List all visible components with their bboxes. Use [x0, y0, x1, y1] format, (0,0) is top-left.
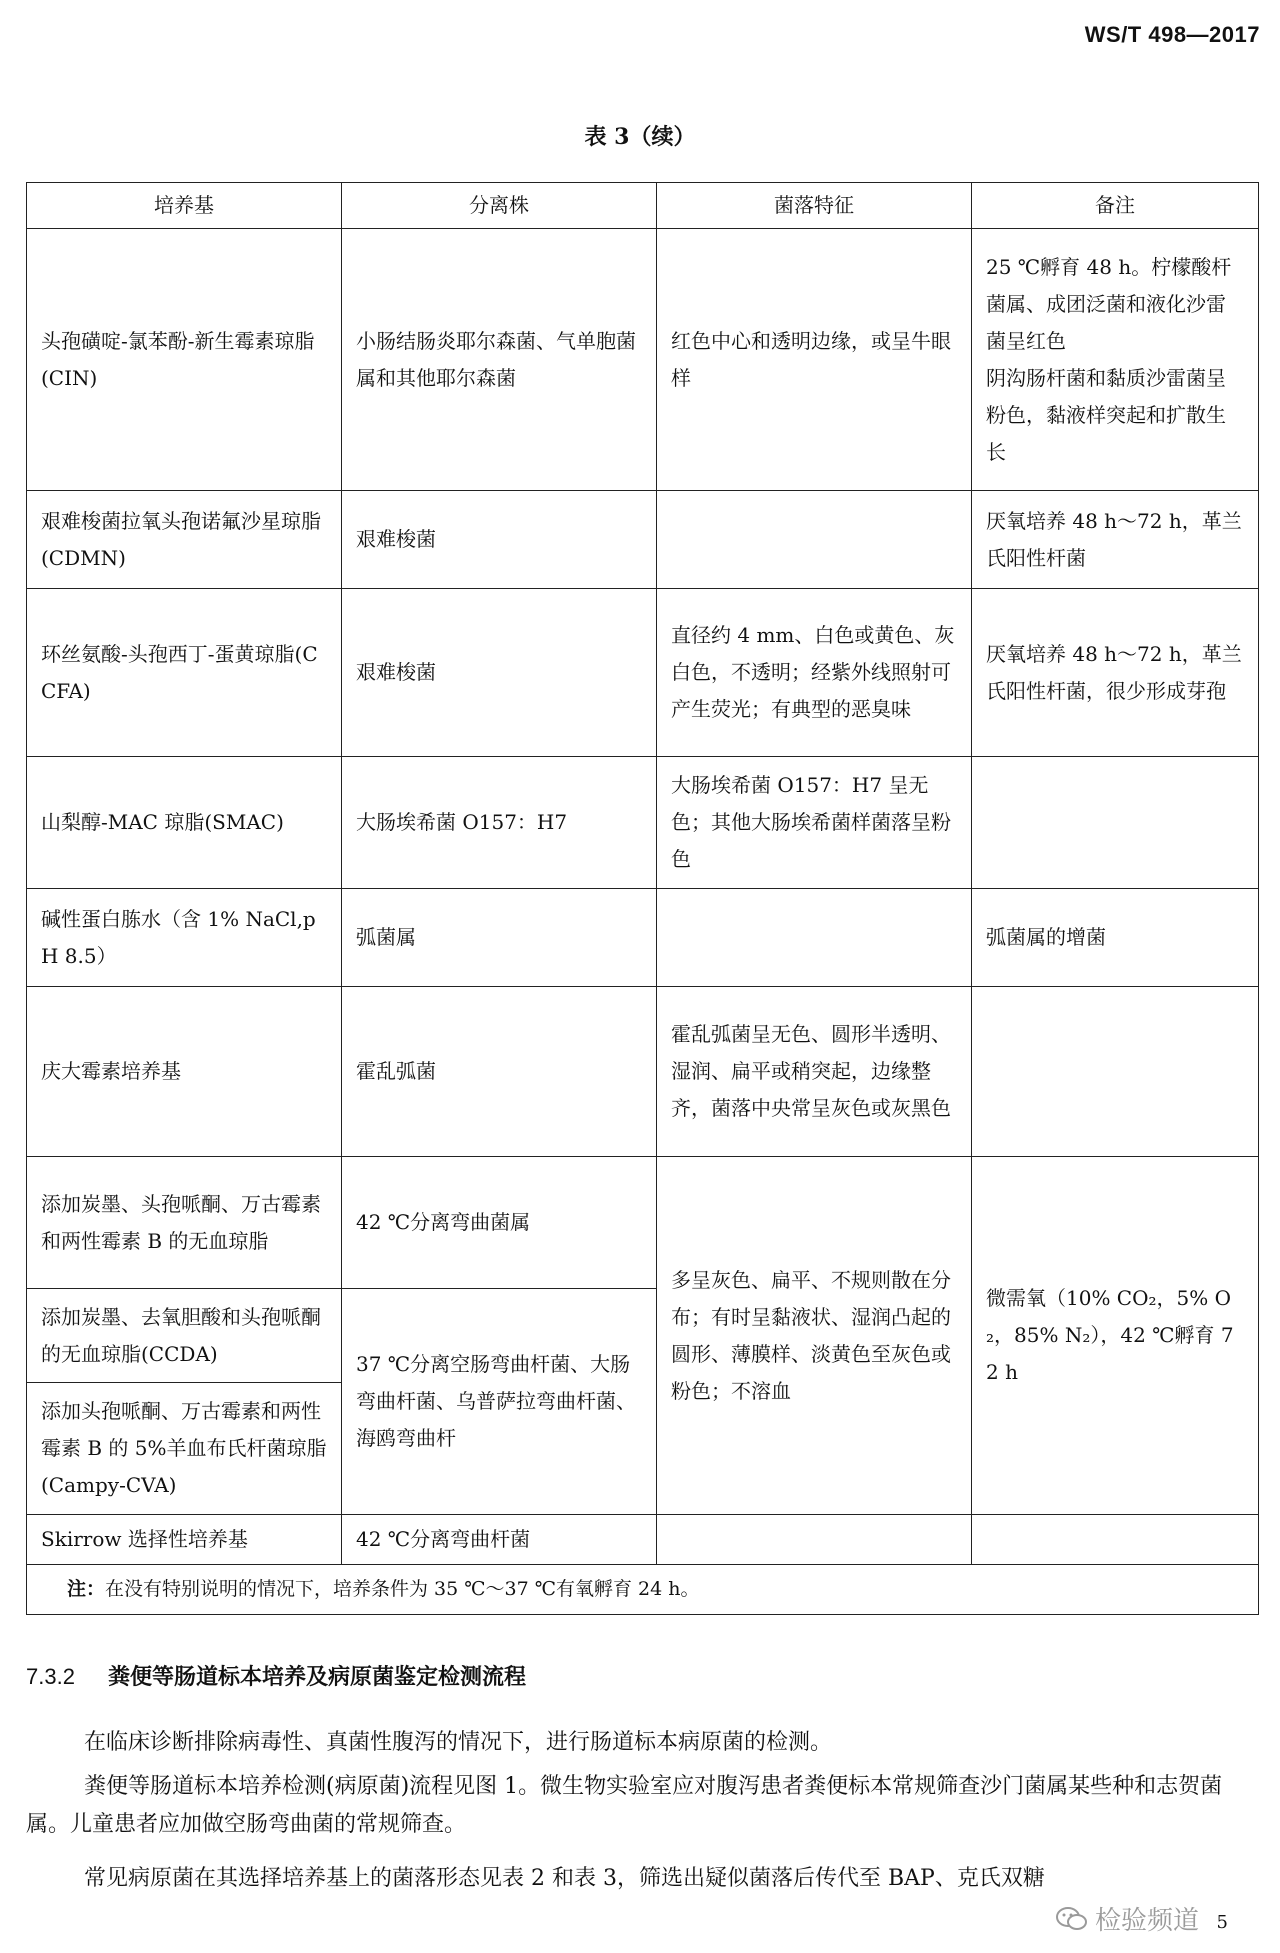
table-row: [27, 229, 1259, 491]
watermark: [1055, 1900, 1199, 1937]
cell-colony-merged: 多呈灰色、扁平、不规则散在分布；有时呈黏液状、湿润凸起的圆形、薄膜样、淡黄色至灰色或粉色；不溶血: [657, 1157, 972, 1515]
page-number: 5: [1216, 1912, 1228, 1933]
cell-medium: 环丝氨酸-头孢西丁-蛋黄琼脂(CCFA): [27, 589, 342, 757]
table-row: [27, 1157, 1259, 1289]
cell-remark: 弧菌属的增菌: [972, 889, 1259, 987]
paragraph: 常见病原菌在其选择培养基上的菌落形态见表 2 和表 3，筛选出疑似菌落后传代至 BAP、克氏双糖: [84, 1866, 1045, 1891]
cell-medium: 添加炭墨、头孢哌酮、万古霉素和两性霉素 B 的无血琼脂: [27, 1157, 342, 1289]
section-title: 粪便等肠道标本培养及病原菌鉴定检测流程: [108, 1664, 527, 1689]
standard-code: WS/T 498—2017: [1084, 22, 1260, 47]
cell-medium: 头孢磺啶-氯苯酚-新生霉素琼脂(CIN): [27, 229, 342, 491]
table-row: [27, 1515, 1259, 1565]
cell-remark: [972, 987, 1259, 1157]
cell-isolate: 大肠埃希菌 O157：H7: [342, 757, 657, 889]
cell-isolate: 艰难梭菌: [342, 491, 657, 589]
paragraph: 在临床诊断排除病毒性、真菌性腹泻的情况下，进行肠道标本病原菌的检测。: [84, 1730, 833, 1755]
table-header-row: [27, 183, 1259, 229]
culture-media-table: [26, 182, 1259, 1615]
paragraph: 粪便等肠道标本培养检测(病原菌)流程见图 1。微生物实验室应对腹泻患者粪便标本常规筛查沙门菌属某些种和志贺菌属。儿童患者应加做空肠弯曲菌的常规筛查。: [26, 1774, 1223, 1837]
section-heading: [26, 1660, 526, 1691]
cell-medium: 庆大霉素培养基: [27, 987, 342, 1157]
remark-line: 25 ℃孵育 48 h。柠檬酸杆菌属、成团泛菌和液化沙雷菌呈红色: [986, 254, 1232, 353]
cell-colony: 红色中心和透明边缘，或呈牛眼样: [657, 229, 972, 491]
table-note: [27, 1565, 1259, 1615]
table-row: [27, 757, 1259, 889]
cell-isolate: 小肠结肠炎耶尔森菌、气单胞菌属和其他耶尔森菌: [342, 229, 657, 491]
cell-medium: 添加炭墨、去氧胆酸和头孢哌酮的无血琼脂(CCDA): [27, 1289, 342, 1383]
table-row: [27, 889, 1259, 987]
cell-isolate: 弧菌属: [342, 889, 657, 987]
cell-colony: 霍乱弧菌呈无色、圆形半透明、湿润、扁平或稍突起，边缘整齐，菌落中央常呈灰色或灰黑色: [657, 987, 972, 1157]
cell-remark: 厌氧培养 48 h～72 h，革兰氏阳性杆菌: [972, 491, 1259, 589]
cell-medium: 艰难梭菌拉氧头孢诺氟沙星琼脂(CDMN): [27, 491, 342, 589]
cell-isolate: 42 ℃分离弯曲杆菌: [342, 1515, 657, 1565]
cell-isolate: 艰难梭菌: [342, 589, 657, 757]
table-row: [27, 589, 1259, 757]
cell-isolate-merged: 37 ℃分离空肠弯曲杆菌、大肠弯曲杆菌、乌普萨拉弯曲杆菌、海鸥弯曲杆: [342, 1289, 657, 1515]
cell-colony: [657, 491, 972, 589]
cell-remark: [972, 229, 1259, 491]
table-row: [27, 987, 1259, 1157]
section-number: 7.3.2: [26, 1664, 75, 1689]
cell-medium: 添加头孢哌酮、万古霉素和两性霉素 B 的 5%羊血布氏杆菌琼脂(Campy-CVA): [27, 1383, 342, 1515]
note-label: 注：: [67, 1578, 106, 1600]
cell-isolate: 霍乱弧菌: [342, 987, 657, 1157]
cell-medium: 碱性蛋白胨水（含 1% NaCl,pH 8.5）: [27, 889, 342, 987]
cell-medium: Skirrow 选择性培养基: [27, 1515, 342, 1565]
cell-colony: 直径约 4 mm、白色或黄色、灰白色，不透明；经紫外线照射可产生荧光；有典型的恶臭味: [657, 589, 972, 757]
watermark-text: 检验频道: [1095, 1906, 1200, 1936]
table-note-row: [27, 1565, 1259, 1615]
cell-remark: 厌氧培养 48 h～72 h，革兰氏阳性杆菌，很少形成芽孢: [972, 589, 1259, 757]
wechat-icon: [1055, 1906, 1089, 1932]
note-text: 在没有特别说明的情况下，培养条件为 35 ℃～37 ℃有氧孵育 24 h。: [105, 1578, 700, 1600]
cell-colony: 大肠埃希菌 O157：H7 呈无色；其他大肠埃希菌样菌落呈粉色: [657, 757, 972, 889]
column-header-remark: 备注: [972, 183, 1259, 229]
table-title: 表 3（续）: [584, 124, 696, 150]
remark-line: 阴沟肠杆菌和黏质沙雷菌呈粉色，黏液样突起和扩散生长: [986, 365, 1226, 464]
column-header-medium: 培养基: [27, 183, 342, 229]
table-row: [27, 491, 1259, 589]
cell-remark-merged: 微需氧（10% CO₂，5% O₂，85% N₂），42 ℃孵育 72 h: [972, 1157, 1259, 1515]
column-header-isolate: 分离株: [342, 183, 657, 229]
cell-colony: [657, 1515, 972, 1565]
cell-remark: [972, 757, 1259, 889]
cell-isolate: 42 ℃分离弯曲菌属: [342, 1157, 657, 1289]
column-header-colony: 菌落特征: [657, 183, 972, 229]
cell-medium: 山梨醇-MAC 琼脂(SMAC): [27, 757, 342, 889]
cell-remark: [972, 1515, 1259, 1565]
cell-colony: [657, 889, 972, 987]
